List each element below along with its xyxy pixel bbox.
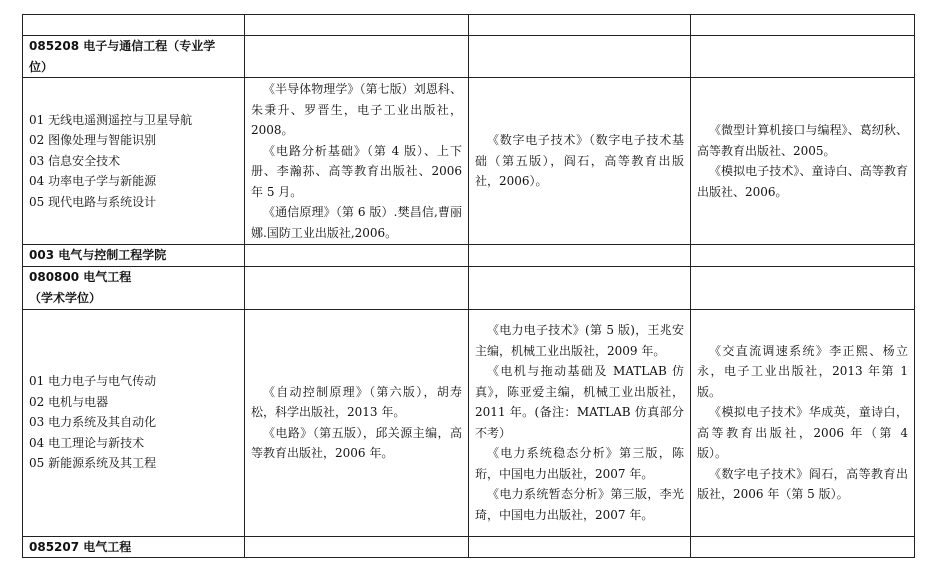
book-reference: 《模拟电子技术》华成英，童诗白，高等教育出版社，2006 年（第 4 版）。 <box>697 405 908 460</box>
program-degree-type: （学术学位） <box>29 290 102 305</box>
direction-item: 02 图像处理与智能识别 <box>29 133 157 148</box>
directions-cell <box>23 309 245 536</box>
book-reference: 《数字电子技术》（数字电子技术基础（第五版），阎石，高等教育出版社，2006）。 <box>475 133 684 189</box>
book-reference: 《电路分析基础》（第 4 版）、上下册、李瀚荪、高等教育出版社、2006 年 5 月。 <box>251 143 462 199</box>
table-row <box>23 266 915 309</box>
exam-books-cell <box>245 309 469 536</box>
book-reference: 《电力系统暂态分析》第三版，李光琦，中国电力出版社，2007 年。 <box>475 487 684 522</box>
directions-cell <box>23 78 245 245</box>
program-title: 085207 电气工程 <box>23 536 245 558</box>
table-row <box>23 245 915 267</box>
table-cell <box>245 536 469 558</box>
book-reference: 《自动控制原理》（第六版），胡寿松，科学出版社，2013 年。 <box>251 384 462 419</box>
program-title-cell <box>23 266 245 309</box>
book-reference: 《电路》（第五版），邱关源主编，高等教育出版社，2006 年。 <box>251 425 462 460</box>
direction-item: 01 电力电子与电气传动 <box>29 374 157 389</box>
table-cell <box>245 36 469 78</box>
table-cell <box>691 266 915 309</box>
exam-books-cell <box>245 78 469 245</box>
equal-books-cell <box>691 78 915 245</box>
direction-item: 05 新能源系统及其工程 <box>29 456 157 471</box>
table-row <box>23 78 915 245</box>
book-reference: 《微型计算机接口与编程》、葛纫秋、高等教育出版社、2005。 <box>697 123 908 158</box>
book-reference: 《数字电子技术》阎石，高等教育出版社，2006 年（第 5 版）。 <box>697 466 908 501</box>
equal-books-cell <box>691 309 915 536</box>
direction-item: 03 电力系统及其自动化 <box>29 415 157 430</box>
table-cell <box>469 536 691 558</box>
table-row <box>23 309 915 536</box>
direction-item: 05 现代电路与系统设计 <box>29 194 157 209</box>
table-cell <box>245 266 469 309</box>
direction-item: 03 信息安全技术 <box>29 153 121 168</box>
book-reference: 《模拟电子技术》、童诗白、高等教育出版社、2006。 <box>697 164 908 199</box>
book-reference: 《通信原理》（第 6 版）.樊昌信,曹丽娜.国防工业出版社,2006。 <box>251 205 462 240</box>
book-reference: 《电力电子技术》(第 5 版)，王兆安主编，机械工业出版社，2009 年。 <box>475 323 684 358</box>
book-reference: 《电机与拖动基础及 MATLAB 仿真》，陈亚爱主编，机械工业出版社，2011 年。(备注：MATLAB 仿真部分不考） <box>475 364 684 440</box>
program-title-suffix: 位） <box>29 59 54 74</box>
direction-item: 04 电工理论与新技术 <box>29 435 145 450</box>
department-title: 003 电气与控制工程学院 <box>23 245 245 267</box>
table-cell <box>469 36 691 78</box>
table-cell <box>469 245 691 267</box>
table-cell <box>691 245 915 267</box>
retest-books-cell <box>469 78 691 245</box>
table-cell <box>691 536 915 558</box>
table-cell <box>469 15 691 36</box>
table-cell <box>245 245 469 267</box>
table-row <box>23 15 915 36</box>
table-cell <box>691 15 915 36</box>
table-cell <box>691 36 915 78</box>
table-cell <box>23 15 245 36</box>
program-title: 085208 电子与通信工程（专业学 <box>29 39 216 53</box>
program-title: 080800 电气工程 <box>29 270 132 284</box>
book-reference: 《电力系统稳态分析》第三版，陈珩，中国电力出版社，2007 年。 <box>475 446 684 481</box>
table-cell <box>245 15 469 36</box>
retest-books-cell <box>469 309 691 536</box>
program-table <box>22 14 915 558</box>
direction-item: 01 无线电遥测遥控与卫星导航 <box>29 112 193 127</box>
table-row <box>23 36 915 78</box>
book-reference: 《交直流调速系统》李正熙、杨立永，电子工业出版社，2013 年第 1 版。 <box>697 343 908 399</box>
table-cell <box>469 266 691 309</box>
table-row <box>23 536 915 558</box>
direction-item: 04 功率电子学与新能源 <box>29 174 157 189</box>
program-title-cell <box>23 36 245 78</box>
direction-item: 02 电机与电器 <box>29 394 109 409</box>
book-reference: 《半导体物理学》（第七版）刘恩科、朱秉升、罗晋生，电子工业出版社，2008。 <box>251 82 462 137</box>
